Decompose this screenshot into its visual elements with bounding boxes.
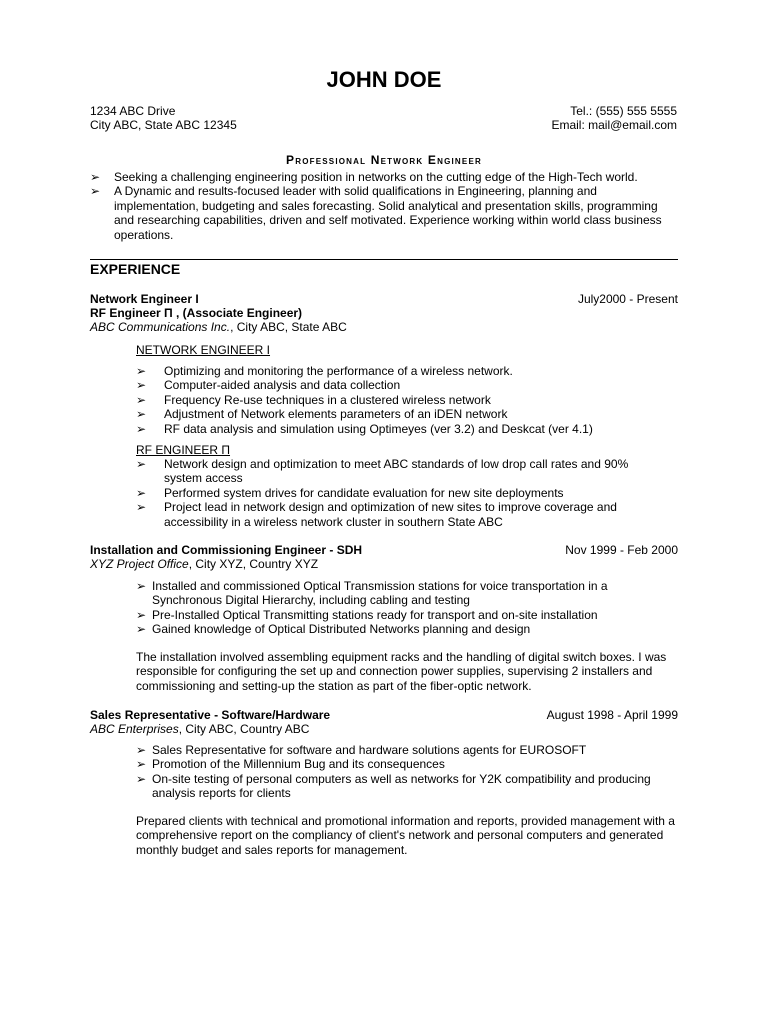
job2-company-line <box>90 557 318 571</box>
address-line-2: City ABC, State ABC 12345 <box>90 118 237 133</box>
job1-sub2-list <box>136 457 656 529</box>
list-item: ➢ Computer-aided analysis and data collection <box>136 378 401 393</box>
list-item: ➢ On-site testing of personal computers as well as networks for Y2K compatibility and producing analysis reports for clients <box>136 771 651 801</box>
summary-item: ➢ A Dynamic and results-focused leader with solid qualifications in Engineering, planning and implementation, budgeting and sales forecasting. Solid analytical and presentation skills, programming and researching capabilities, driven and self motivated. Experience working within world class business operations. <box>90 184 662 242</box>
arrow-bullet-icon: ➢ <box>136 378 147 393</box>
list-item: ➢ Frequency Re-use techniques in a clustered wireless network <box>136 392 491 407</box>
job2-company: XYZ Project Office <box>90 557 189 571</box>
arrow-bullet-icon: ➢ <box>136 500 147 515</box>
list-item: ➢ Performed system drives for candidate evaluation for new site deployments <box>136 485 564 500</box>
address-line-1: 1234 ABC Drive <box>90 104 176 118</box>
job1-location: , City ABC, State ABC <box>230 320 347 334</box>
job2-title-line <box>90 543 362 557</box>
arrow-bullet-icon: ➢ <box>136 607 147 622</box>
job1-dates: July2000 - Present <box>577 292 678 306</box>
arrow-bullet-icon: ➢ <box>136 771 147 786</box>
list-item: ➢ Adjustment of Network elements parameters of an iDEN network <box>136 407 508 422</box>
list-item: ➢ Gained knowledge of Optical Distributed Networks planning and design <box>136 622 531 637</box>
job3-title-line <box>90 708 330 722</box>
phone-number: Tel.: (555) 555 5555 <box>570 104 677 118</box>
job1-title-line1: Network Engineer Ι <box>90 292 199 306</box>
job3-title-suffix: - Software/Hardware <box>210 708 331 722</box>
job2-paragraph: The installation involved assembling equipment racks and the handling of digital switch boxes. I was responsible for configuring the set up and connection power supplies, supervising 2 installers and commissioning and setting-up the station as part of the fiber-optic network. <box>136 650 667 693</box>
list-item: ➢ Pre-Installed Optical Transmitting stations ready for transport and on-site installation <box>136 607 598 622</box>
job3-dates: August 1998 - April 1999 <box>546 708 678 722</box>
list-item: ➢ Installed and commissioned Optical Transmission stations for voice transportation in a Synchronous Digital Hierarchy, including cabling and testing <box>136 579 608 608</box>
email-address: Email: mail@email.com <box>551 118 677 133</box>
list-item: ➢ Optimizing and monitoring the performance of a wireless network. <box>136 364 513 378</box>
list-item: ➢ Project lead in network design and optimization of new sites to improve coverage and accessibility in a wireless network cluster in southern State ABC <box>136 500 617 529</box>
arrow-bullet-icon: ➢ <box>136 743 147 757</box>
arrow-bullet-icon: ➢ <box>90 184 101 199</box>
summary-item: ➢ Seeking a challenging engineering position in networks on the cutting edge of the High-Tech world. <box>90 170 638 184</box>
job2-dates: Nov 1999 - Feb 2000 <box>565 543 678 557</box>
list-item: ➢ RF data analysis and simulation using Optimeyes (ver 3.2) and Deskcat (ver 4.1) <box>136 421 593 436</box>
list-item: ➢ Promotion of the Millennium Bug and its consequences <box>136 757 445 772</box>
arrow-bullet-icon: ➢ <box>90 170 101 184</box>
arrow-bullet-icon: ➢ <box>136 392 147 407</box>
job3-company-line <box>90 722 309 736</box>
summary-list <box>90 170 680 242</box>
job3-location: , City ABC, Country ABC <box>178 722 310 736</box>
job1-sub1-heading: NETWORK ENGINEER Ι <box>136 343 271 357</box>
job3-title: Sales Representative <box>90 708 211 722</box>
job1-sub1-list <box>136 364 682 436</box>
job2-list <box>136 579 648 637</box>
job1-title-line2: RF Engineer Π , (Associate Engineer) <box>90 306 303 320</box>
headline: Professional Network Engineer <box>286 153 482 167</box>
job3-company: ABC Enterprises <box>90 722 179 736</box>
job3-list <box>136 743 682 801</box>
job1-sub2-heading: RF ENGINEER Π <box>136 443 231 457</box>
job1-company: ABC Communications Inc. <box>90 320 231 334</box>
job3-paragraph: Prepared clients with technical and promotional information and reports, provided management with a comprehensive report on the compliancy of client's network and personal computers and generated monthly budget and sales reports for management. <box>136 814 675 857</box>
section-title-experience: EXPERIENCE <box>90 261 181 277</box>
arrow-bullet-icon: ➢ <box>136 457 147 471</box>
arrow-bullet-icon: ➢ <box>136 407 147 422</box>
arrow-bullet-icon: ➢ <box>136 364 147 378</box>
arrow-bullet-icon: ➢ <box>136 579 147 593</box>
resume-name: JOHN DOE <box>326 67 442 92</box>
arrow-bullet-icon: ➢ <box>136 757 147 772</box>
list-item: ➢ Network design and optimization to meet ABC standards of low drop call rates and 90% system access <box>136 457 629 486</box>
arrow-bullet-icon: ➢ <box>136 421 147 436</box>
job1-company-line <box>90 320 347 334</box>
job2-title: Installation and Commissioning Engineer <box>90 543 327 557</box>
job2-title-suffix: - SDH <box>326 543 363 557</box>
arrow-bullet-icon: ➢ <box>136 622 147 637</box>
job2-location: , City XYZ, Country XYZ <box>188 557 319 571</box>
contact-block <box>551 104 677 133</box>
arrow-bullet-icon: ➢ <box>136 485 147 500</box>
address-block <box>90 104 237 133</box>
list-item: ➢ Sales Representative for software and hardware solutions agents for EUROSOFT <box>136 743 587 757</box>
section-divider <box>90 259 678 260</box>
